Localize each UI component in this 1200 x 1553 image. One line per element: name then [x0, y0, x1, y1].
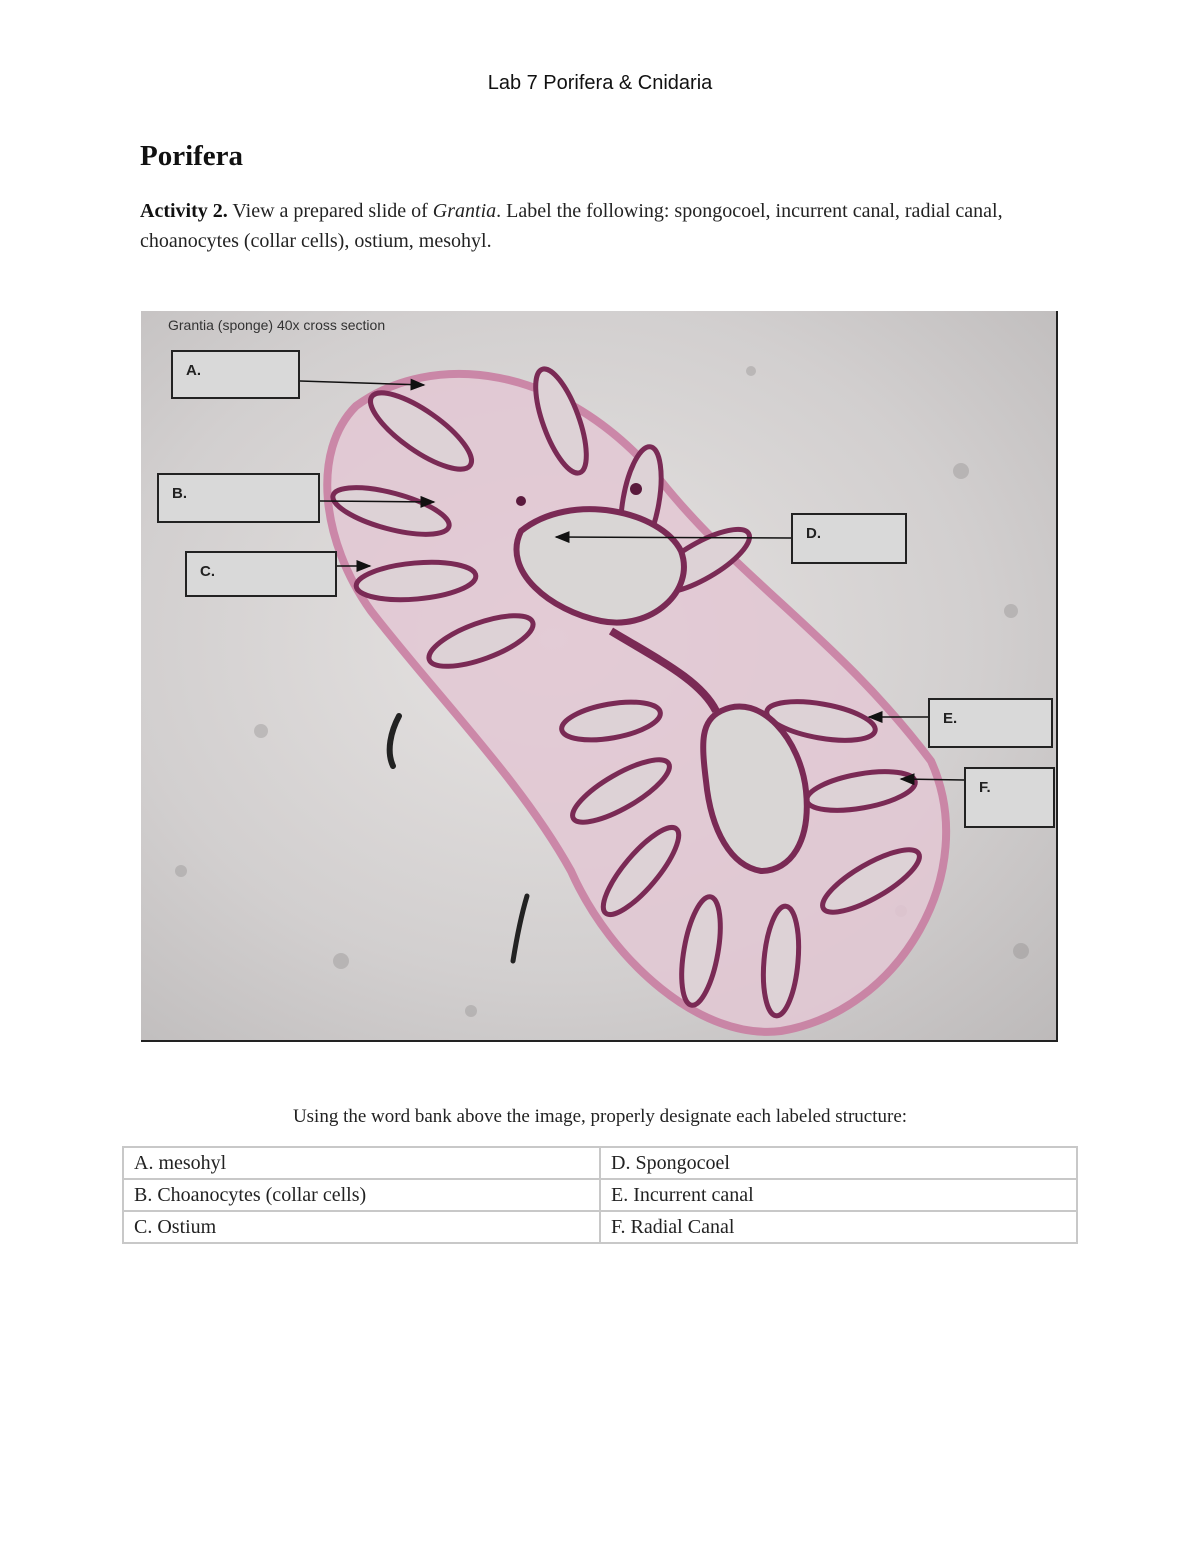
- answer-cell-c[interactable]: C. Ostium: [123, 1211, 600, 1243]
- debris-rod-1: [390, 716, 399, 766]
- sponge-body: [327, 363, 946, 1032]
- label-box-a[interactable]: A.: [171, 350, 300, 399]
- label-box-d[interactable]: D.: [791, 513, 907, 564]
- instructions-text: Using the word bank above the image, properly designate each labeled structure:: [292, 1106, 908, 1127]
- label-box-b[interactable]: B.: [157, 473, 320, 523]
- activity-text-after: . Label the following: spongocoel, incurrent canal, radial canal, choanocytes (collar cells), ostium, mesohyl.: [140, 200, 1003, 252]
- table-row: [123, 1147, 1077, 1179]
- figure-caption: Grantia (sponge) 40x cross section: [168, 317, 386, 333]
- label-box-e[interactable]: E.: [928, 698, 1053, 748]
- table-row: [123, 1179, 1077, 1211]
- micrograph-figure: [141, 311, 1058, 1042]
- grantia-micrograph: [141, 311, 1058, 1042]
- activity-label: Activity 2.: [140, 200, 228, 222]
- label-box-f[interactable]: F.: [964, 767, 1055, 828]
- debris-rod-2: [513, 896, 527, 961]
- document-header: Lab 7 Porifera & Cnidaria: [487, 72, 713, 94]
- table-row: [123, 1211, 1077, 1243]
- organism-name: Grantia: [432, 200, 497, 222]
- label-box-c[interactable]: C.: [185, 551, 337, 597]
- section-title: Porifera: [140, 140, 244, 172]
- answer-cell-f[interactable]: F. Radial Canal: [600, 1211, 1077, 1243]
- answer-cell-e[interactable]: E. Incurrent canal: [600, 1179, 1077, 1211]
- answer-cell-b[interactable]: B. Choanocytes (collar cells): [123, 1179, 600, 1211]
- answer-cell-a[interactable]: A. mesohyl: [123, 1147, 600, 1179]
- answer-table: [122, 1146, 1078, 1244]
- activity-text-before: View a prepared slide of: [227, 200, 433, 222]
- activity-paragraph: [140, 196, 1050, 256]
- answer-cell-d[interactable]: D. Spongocoel: [600, 1147, 1077, 1179]
